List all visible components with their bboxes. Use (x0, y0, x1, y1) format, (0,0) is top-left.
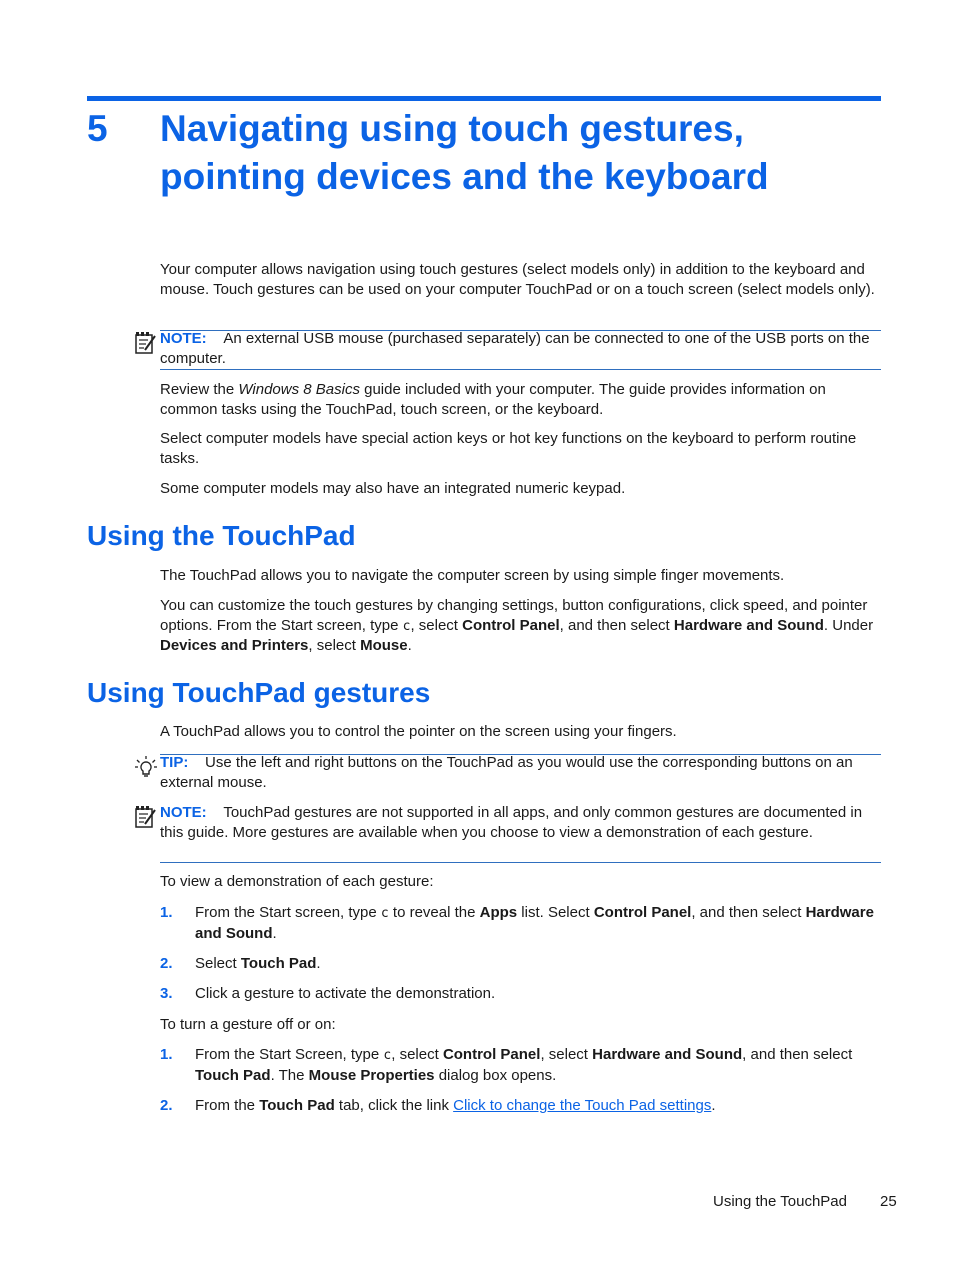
tip-label: TIP: (160, 754, 189, 771)
text-span: to reveal the (388, 904, 480, 921)
list-item (195, 954, 875, 974)
footer-section-title: Using the TouchPad (713, 1193, 847, 1210)
keypad-paragraph: Some computer models may also have an integrated numeric keypad. (160, 480, 626, 497)
chapter-rule (87, 96, 881, 101)
text-span: , select (308, 637, 361, 654)
action-keys-paragraph: Select computer models have special action keys or hot key functions on the keyboard to perform routine tasks. (160, 430, 857, 467)
ui-term: Hardware and Sound (195, 904, 874, 942)
ui-term: Touch Pad (195, 1066, 271, 1084)
windows-basics-paragraph (160, 380, 882, 419)
touchpad-settings-link[interactable]: Click to change the Touch Pad settings (453, 1097, 712, 1114)
text-span: , select (540, 1046, 593, 1063)
tip-text (160, 753, 882, 792)
section-heading-gestures: Using TouchPad gestures (87, 677, 431, 708)
note-label: NOTE: (160, 330, 207, 347)
chapter-title-line1: Navigating using touch gestures, (160, 108, 744, 149)
toggle-intro: To turn a gesture off or on: (160, 1016, 336, 1033)
gestures-paragraph: A TouchPad allows you to control the pointer on the screen using your fingers. (160, 723, 677, 740)
text-span: . Under (823, 616, 874, 634)
note-text (160, 329, 882, 368)
section-heading-touchpad: Using the TouchPad (87, 520, 356, 551)
intro-paragraph: Your computer allows navigation using touch gestures (select models only) in addition to the keyboard and mouse. Touch gestures can be used on your computer TouchPad or on a touch screen (select models only). (160, 261, 875, 298)
text-span: Review the (160, 381, 239, 398)
text-span: From the (195, 1097, 260, 1114)
chapter-number: 5 (87, 108, 108, 149)
tip-body: Use the left and right buttons on the TouchPad as you would use the corresponding buttons on an external mouse. (160, 754, 853, 791)
text-span: , and then select (742, 1046, 853, 1063)
step-number: 1. (160, 904, 173, 921)
list-item (195, 1045, 875, 1085)
ui-term: Hardware and Sound (673, 616, 824, 634)
ui-term: Touch Pad (259, 1097, 335, 1114)
step-number: 2. (160, 1097, 173, 1114)
text-span: From the Start Screen, type (195, 1046, 384, 1063)
text-span: , and then select (559, 616, 674, 634)
typed-key: c (383, 1048, 392, 1063)
text-span: , select (391, 1046, 443, 1063)
ui-term: Touch Pad (240, 955, 317, 972)
list-item: Click a gesture to activate the demonstration. (195, 985, 496, 1002)
text-span: From the Start screen, type (195, 904, 381, 921)
demo-intro: To view a demonstration of each gesture: (160, 873, 434, 890)
touchpad-paragraph: The TouchPad allows you to navigate the computer screen by using simple finger movements. (160, 567, 785, 584)
list-item (195, 903, 875, 943)
ui-term: Mouse Properties (308, 1066, 435, 1084)
typed-key: c (402, 618, 411, 634)
lightbulb-icon (134, 756, 158, 780)
text-span: You can customize the touch gestures by changing settings, button configurations, click speed, and pointer options. From the Start screen, type (160, 597, 868, 634)
guide-title: Windows 8 Basics (238, 381, 360, 398)
note-icon (134, 806, 158, 830)
step-number: 2. (160, 955, 173, 972)
ui-term: Control Panel (462, 616, 560, 634)
text-span: . (272, 924, 277, 942)
text-span: tab, click the link (334, 1097, 454, 1114)
note-body: An external USB mouse (purchased separately) can be connected to one of the USB ports on the computer. (160, 330, 870, 367)
text-span: list. Select (517, 904, 594, 921)
note-icon (134, 332, 158, 356)
text-span: . (407, 637, 412, 654)
list-item (195, 1096, 875, 1116)
step-number: 3. (160, 985, 173, 1002)
chapter-title (160, 105, 880, 201)
ui-term: Mouse (360, 637, 408, 654)
ui-term: Apps (479, 904, 518, 921)
ui-term: Devices and Printers (160, 637, 309, 654)
note-rule-bottom (160, 369, 881, 370)
page-number: 25 (880, 1193, 897, 1210)
customize-paragraph (160, 596, 882, 656)
step-number: 1. (160, 1046, 173, 1063)
text-span: , select (410, 616, 463, 634)
typed-key: c (380, 906, 389, 921)
note-body: TouchPad gestures are not supported in all apps, and only common gestures are documented in this guide. More gestures are available when you choose to view a demonstration of each gesture. (160, 804, 863, 841)
text-span: . The (270, 1066, 309, 1084)
note-rule-bottom (160, 862, 881, 863)
text-span: dialog box opens. (434, 1066, 557, 1084)
text-span: . (316, 955, 321, 972)
text-span: guide included with your computer. The guide provides information on common tasks using the TouchPad, touch screen, or the keyboard. (160, 381, 826, 418)
text-span: , and then select (691, 904, 806, 921)
ui-term: Control Panel (593, 904, 692, 921)
ui-term: Control Panel (442, 1046, 541, 1063)
text-span: Select (195, 955, 241, 972)
note-label: NOTE: (160, 804, 207, 821)
chapter-title-line2: pointing devices and the keyboard (160, 156, 769, 197)
note-text (160, 803, 882, 842)
ui-term: Hardware and Sound (592, 1046, 743, 1063)
text-span: . (711, 1097, 716, 1114)
